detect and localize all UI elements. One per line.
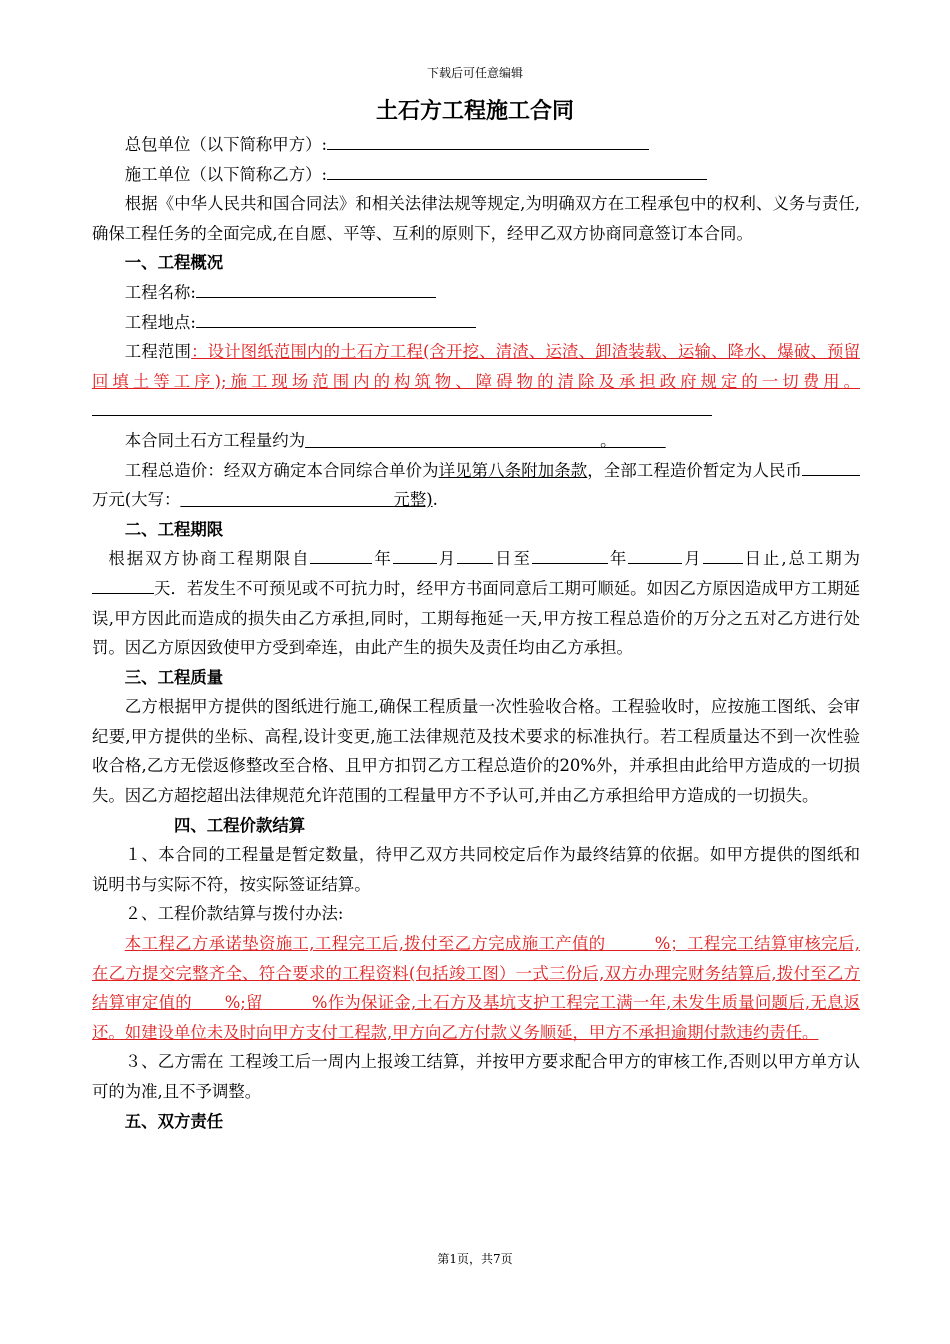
start-month-blank[interactable] [393, 545, 437, 564]
party-a-blank[interactable] [327, 131, 649, 150]
total-price-paragraph: 工程总造价：经双方确定本合同综合单价为详见第八条附加条款，全部工程造价暂定为人民币万元(大写： 元整). [92, 456, 860, 515]
settlement-item-2: ２、工程价款结算与拨付办法: [124, 904, 344, 924]
retention-percent-blank[interactable] [263, 993, 312, 1012]
total-days-blank[interactable] [92, 575, 154, 594]
page-footer: 第1页，共7页 [437, 1252, 513, 1266]
settlement-item-3: ３、乙方需在 工程竣工后一周内上报竣工结算，并按甲方要求配合甲方的审核工作,否则以甲方单方认可的为准,且不予调整。 [92, 1052, 860, 1101]
end-year-blank[interactable] [532, 545, 608, 564]
project-name-blank[interactable] [196, 279, 436, 298]
party-a-line: 总包单位（以下简称甲方）: [92, 130, 860, 160]
project-scope-paragraph: 工程范围：设计图纸范围内的土石方工程(含开挖、清渣、运渣、卸渣装载、运输、降水、爆破、预留回填土等工序);施工现场范围内的构筑物、障碍物的清除及承担政府规定的一切费用。 [92, 337, 860, 426]
end-day-blank[interactable] [703, 545, 743, 564]
price-amount-blank[interactable] [802, 457, 860, 476]
start-year-blank[interactable] [310, 545, 372, 564]
quantity-line: 本合同土石方工程量约为 。 [92, 426, 860, 456]
contract-body [92, 130, 860, 1136]
payment-terms-paragraph: 本工程乙方承诺垫资施工,工程完工后,拨付至乙方完成施工产值的 %；工程完工结算审核完后,在乙方提交完整齐全、符合要求的工程资料(包括竣工图）一式三份后,双方办理完财务结算后,拨付至乙方结算审定值的 %;留 %作为保证金,土石方及基坑支护工程完工满一年,未发生质量问题后,无息返还。如建设单位未及时向甲方支付工程款,甲方向乙方付款义务顺延，甲方不承担逾期付款违约责任。 [92, 934, 861, 1042]
progress-percent-blank[interactable] [606, 934, 655, 953]
project-name-line: 工程名称: [92, 278, 860, 308]
unit-price-reference: 详见第八条附加条款 [438, 460, 588, 480]
project-scope-text: ：设计图纸范围内的土石方工程(含开挖、清渣、运渣、卸渣装载、运输、降水、爆破、预留回填土等工序);施工现场范围内的构筑物、障碍物的清除及承担政府规定的一切费用。 [92, 342, 860, 391]
start-day-blank[interactable] [457, 545, 493, 564]
end-month-blank[interactable] [628, 545, 682, 564]
party-b-blank[interactable] [327, 161, 707, 180]
period-paragraph: 根据双方协商工程期限自 年 月 日至 年 月 日止,总工期为天．若发生不可预见或不可抗力时，经甲方书面同意后工期可顺延。如因乙方原因造成甲方工期延误,甲方因此而造成的损失由乙方承担,同时，工期每拖延一天,甲方按工程总造价的万分之五对乙方进行处罚。因乙方原因致使甲方受到牵连，由此产生的损失及责任均由乙方承担。 [92, 544, 860, 662]
price-uppercase-blank[interactable]: 元整) [393, 490, 433, 510]
project-location-blank[interactable] [196, 309, 476, 328]
settlement-percent-blank[interactable] [192, 993, 225, 1012]
project-location-line: 工程地点: [92, 308, 860, 338]
header-note: 下载后可任意编辑 [426, 66, 523, 80]
section-1-heading: 一、工程概况 [124, 253, 224, 273]
quality-paragraph: 乙方根据甲方提供的图纸进行施工,确保工程质量一次性验收合格。工程验收时，应按施工图纸、会审纪要,甲方提供的坐标、高程,设计变更,施工法律规范及技术要求的标准执行。若工程质量达不到一次性验收合格,乙方无偿返修整改至合格、且甲方扣罚乙方工程总造价的20%外，并承担由此给甲方造成的一切损失。因乙方超挖超出法律规范允许范围的工程量甲方不予认可,并由乙方承担给甲方造成的一切损失。 [92, 697, 860, 806]
intro-paragraph: 根据《中华人民共和国合同法》和相关法律法规等规定,为明确双方在工程承包中的权利、义务与责任,确保工程任务的全面完成,在自愿、平等、互利的原则下，经甲乙双方协商同意签订本合同。 [92, 194, 860, 243]
document-title: 土石方工程施工合同 [375, 98, 574, 124]
scope-trailing-blank [92, 397, 712, 416]
settlement-item-1: １、本合同的工程量是暂定数量，待甲乙双方共同校定后作为最终结算的依据。如甲方提供的图纸和说明书与实际不符，按实际签证结算。 [92, 845, 860, 894]
section-2-heading: 二、工程期限 [124, 519, 224, 539]
quantity-blank[interactable]: 。 [600, 430, 617, 450]
section-5-heading: 五、双方责任 [124, 1111, 224, 1131]
section-4-heading: 四、工程价款结算 [174, 815, 306, 835]
section-3-heading: 三、工程质量 [124, 667, 224, 687]
party-b-line: 施工单位（以下简称乙方）: [92, 160, 860, 190]
